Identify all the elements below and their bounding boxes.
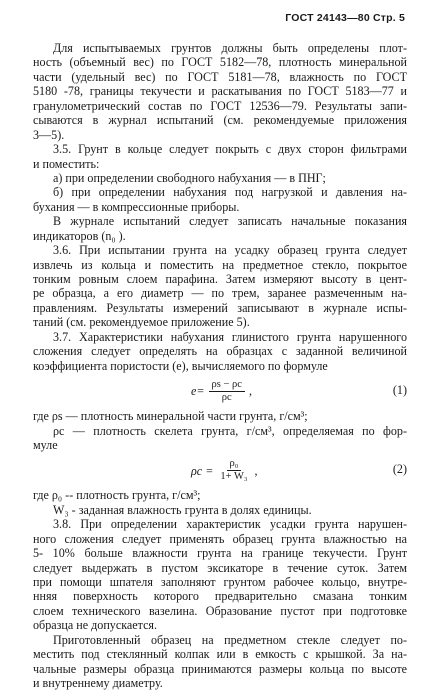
text-line: гранулометрический состав по ГОСТ 12536—79. Результаты запи- [33, 98, 407, 113]
text-line: образца не допускается. [33, 618, 158, 633]
text-line: 3.6. При испытании грунта на усадку образец грунта следует [53, 243, 407, 258]
text-line: нняя поверхность которого предварительно смазана тонким [33, 589, 407, 604]
text-line: б) при определении набухания под нагрузкой и давления на- [53, 185, 407, 200]
text-line: В журнале испытаний следует записать начальные показания [53, 214, 407, 229]
formula-1 [33, 375, 407, 405]
text-line: слоем технического вазелина. Образование пустот при подготовке [33, 603, 407, 618]
formula-2-denominator: 1+ W₃ [220, 471, 248, 483]
document-body [33, 41, 407, 691]
text-line: ность (объемный вес) по ГОСТ 5182—78, плотность минеральной [33, 55, 407, 70]
formula-2-fraction [217, 458, 250, 483]
text-line: индикаторов (n₀ ). [33, 228, 126, 243]
text-line: 3.7. Характеристики набухания глинистого грунта нарушенного [53, 329, 407, 344]
text-line: W₃ - заданная влажность грунта в долях единицы. [53, 502, 312, 517]
text-line: где ρ₀ -- плотность грунта, г/см³; [33, 488, 201, 503]
text-line: чальные размеры образца принимаются размеры кольца по высоте [33, 661, 407, 676]
formula-1-lhs: e= [191, 384, 205, 399]
text-line: ре образца, а его диаметр — по трем, заранее размеченным на- [33, 286, 407, 301]
text-line: ρc — плотность скелета грунта, г/см³, определяемая по фор- [53, 423, 407, 438]
text-line: сываются в журнал испытаний (см. рекомендуемые приложения [33, 113, 407, 128]
text-line: 5180 -78, границы текучести и раскатывания по ГОСТ 5183—77 и [33, 84, 407, 99]
formula-2-expression: ρc = $\frac{\text{ρ₀}}{\text{1+ W₃}}$ , [191, 458, 258, 483]
text-line: 3.8. При определении характеристик усадки грунта нарушен- [53, 517, 407, 532]
formula-1-denominator: ρc [221, 392, 232, 404]
text-line: при помощи шпателя заполняют грунтом рабочее кольцо, внутре- [33, 575, 407, 589]
text-line: а) при определении свободного набухания — в ПНГ; [53, 170, 326, 185]
formula-2-lhs: ρc = [191, 463, 214, 478]
text-line: ного сложения следует применять образец грунта влажностью на [33, 531, 407, 546]
text-line: и поместить: [33, 156, 100, 171]
formula-1-fraction [209, 379, 245, 404]
text-line: правлениям. Результаты измерений записывают в журнале испы- [33, 300, 407, 315]
text-line: 3—5). [33, 127, 65, 142]
text-line: сложения следует определять на образцах с заданной величиной [33, 344, 407, 359]
text-line: где ρs — плотность минеральной части грунта, г/см³; [33, 409, 308, 424]
page-header: ГОСТ 24143—80 Стр. 5 [285, 12, 405, 24]
formula-1-expression: e= $\frac{\rho s - \rho c}{\rho c}$ , [191, 379, 252, 404]
formula-2-numerator: ρ₀ [227, 458, 242, 471]
text-line: местить под стеклянный колпак или в емкость с крышкой. За на- [33, 647, 407, 662]
text-line: таний (см. рекомендуемое приложение 5). [33, 315, 250, 330]
formula-2 [33, 454, 407, 484]
text-line: 3.5. Грунт в кольце следует покрыть с двух сторон фильтрами [53, 142, 407, 157]
text-line: 5- 10% больше влажности грунта на границе текучести. Грунт [33, 546, 407, 561]
text-line: коэффициента пористости (e), вычисляемого по формуле [33, 358, 328, 373]
text-line: и внутреннему диаметру. [33, 676, 163, 691]
text-line: извлечь из кольца и поместить на предметное стекло, покрытое [33, 257, 407, 272]
formula-1-number: (1) [392, 383, 407, 398]
text-line: части (удельный вес) по ГОСТ 5181—78, влажность по ГОСТ [33, 69, 407, 84]
text-line: Приготовленный образец на предметном стекле следует по- [53, 632, 407, 647]
formula-1-numerator: ρs − ρc [209, 379, 245, 392]
text-line: тонким ровным слоем парафина. Затем измеряют высоту в цент- [33, 272, 407, 286]
text-line: следует выдержать в пустом эксикаторе в течение суток. Затем [33, 560, 407, 575]
formula-2-number: (2) [392, 462, 407, 477]
text-line: Для испытываемых грунтов должны быть определены плот- [53, 41, 407, 55]
text-line: муле [33, 437, 58, 452]
text-line: бухания — в компрессионные приборы. [33, 199, 240, 214]
